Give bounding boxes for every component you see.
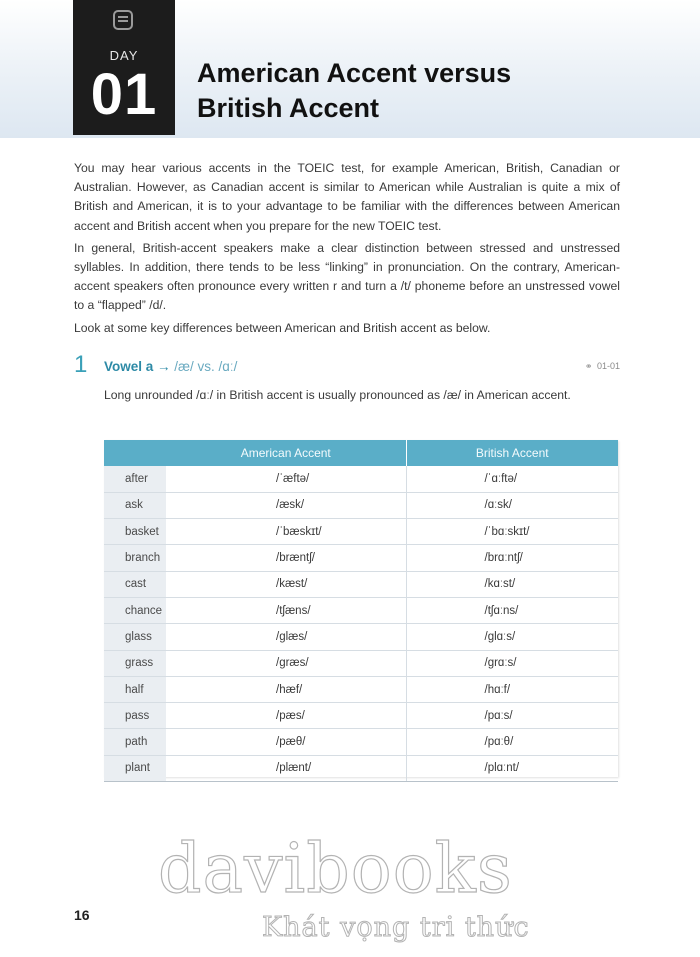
table-row (104, 519, 618, 545)
american-cell: /græs/ (166, 650, 406, 676)
section-heading (74, 351, 620, 381)
table-row (104, 597, 618, 623)
header-british: British Accent (406, 440, 618, 466)
headphones-icon: ⚭ (584, 361, 593, 371)
word-cell: ask (104, 492, 166, 518)
british-cell: /glɑːs/ (406, 624, 618, 650)
accent-comparison-table (104, 440, 618, 782)
american-cell: /glæs/ (166, 624, 406, 650)
word-cell: glass (104, 624, 166, 650)
american-cell: /æsk/ (166, 492, 406, 518)
audio-track-number: 01-01 (596, 361, 620, 371)
page-number: 16 (74, 907, 90, 923)
section-title-ipa: /æ/ vs. /ɑː/ (174, 359, 238, 374)
word-cell: grass (104, 650, 166, 676)
american-cell: /pæs/ (166, 703, 406, 729)
section-number: 1 (74, 351, 88, 378)
section-title (104, 359, 237, 374)
british-cell: /plɑːnt/ (406, 755, 618, 781)
american-cell: /ˈbæskɪt/ (166, 519, 406, 545)
word-cell: path (104, 729, 166, 755)
british-cell: /ˈɑːftə/ (406, 466, 618, 492)
american-cell: /plænt/ (166, 755, 406, 781)
british-cell: /pɑːs/ (406, 703, 618, 729)
section-intro: Long unrounded /ɑː/ in British accent is usually pronounced as /æ/ in American accent. (104, 388, 571, 402)
british-cell: /kɑːst/ (406, 571, 618, 597)
table-row (104, 703, 618, 729)
british-cell: /hɑːf/ (406, 676, 618, 702)
word-cell: half (104, 676, 166, 702)
british-cell: /grɑːs/ (406, 650, 618, 676)
british-cell: /pɑːθ/ (406, 729, 618, 755)
word-cell: after (104, 466, 166, 492)
title-line-1: American Accent versus (197, 58, 512, 88)
title-line-2: British Accent (197, 93, 380, 123)
table-row (104, 571, 618, 597)
paragraph: Look at some key differences between American and British accent as below. (74, 320, 491, 335)
page-title (197, 56, 657, 126)
table-row (104, 545, 618, 571)
table-row (104, 650, 618, 676)
word-cell: branch (104, 545, 166, 571)
table-header-row (104, 440, 618, 466)
table-row (104, 755, 618, 781)
word-cell: pass (104, 703, 166, 729)
american-cell: /kæst/ (166, 571, 406, 597)
day-label: DAY (109, 48, 139, 63)
american-cell: /pæθ/ (166, 729, 406, 755)
paragraph: You may hear various accents in the TOEIC test, for example American, British, Canadian or Australian. However, as Canadian accent is similar to American while Australian is quite a mix of British and American, it is to your advantage to be familiar with the differences between American accent and British accent when you prepare for the new TOEIC test. (74, 161, 620, 233)
watermark-logo: davibooks (158, 830, 513, 909)
paragraph: In general, British-accent speakers make a clear distinction between stressed and unstressed syllables. In addition, there tends to be less “linking” in pronunciation. On the contrary, American-accent speakers often pronounce every written r and turn a /t/ phoneme before an unstressed vowel to a “flapped” /d/. (74, 240, 620, 313)
american-cell: /ˈæftə/ (166, 466, 406, 492)
word-cell: basket (104, 519, 166, 545)
book-icon (113, 10, 133, 30)
day-block (73, 0, 175, 135)
table-row (104, 466, 618, 492)
british-cell: /ɑːsk/ (406, 492, 618, 518)
section-title-text: Vowel a → (104, 359, 171, 374)
british-cell: /tʃɑːns/ (406, 597, 618, 623)
american-cell: /hæf/ (166, 676, 406, 702)
intro-paragraphs (74, 159, 620, 341)
table-row (104, 492, 618, 518)
word-cell: cast (104, 571, 166, 597)
american-cell: /tʃæns/ (166, 597, 406, 623)
table-row (104, 729, 618, 755)
header-word (104, 440, 166, 466)
header-american: American Accent (166, 440, 406, 466)
watermark-tagline: Khát vọng tri thức (262, 912, 530, 943)
word-cell: chance (104, 597, 166, 623)
word-cell: plant (104, 755, 166, 781)
british-cell: /ˈbɑːskɪt/ (406, 519, 618, 545)
audio-track-ref[interactable] (585, 361, 620, 372)
day-number: 01 (90, 62, 158, 127)
table-row (104, 676, 618, 702)
table-row (104, 624, 618, 650)
british-cell: /brɑːntʃ/ (406, 545, 618, 571)
american-cell: /bræntʃ/ (166, 545, 406, 571)
